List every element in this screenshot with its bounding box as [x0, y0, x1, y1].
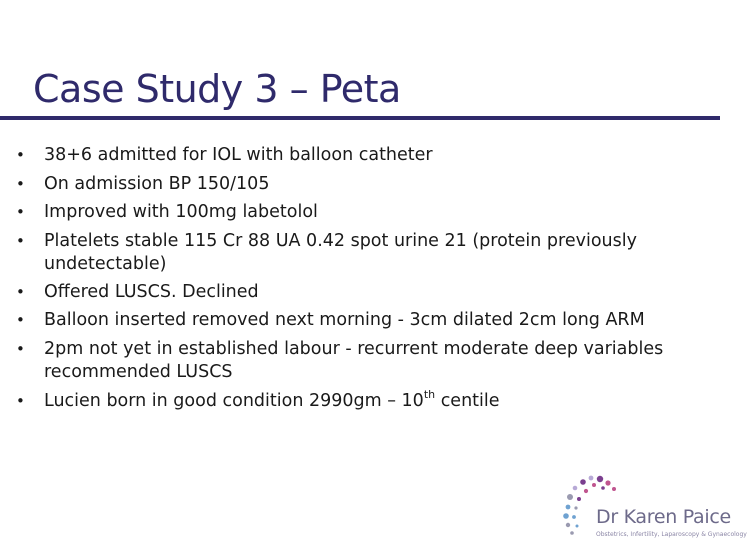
bullet-text-tail: centile [435, 390, 500, 411]
dr-karen-paice-logo [560, 470, 747, 540]
bullet-icon: • [16, 391, 25, 410]
logo-name: Dr Karen Paice [596, 506, 731, 528]
bullet-icon: • [16, 231, 25, 250]
bullet-text: 38+6 admitted for IOL with balloon catheter [44, 145, 433, 165]
bullet-icon: • [16, 146, 25, 164]
bullet-item [0, 201, 700, 225]
slide-title: Case Study 3 – Peta [33, 67, 401, 112]
bullet-text: Platelets stable 115 Cr 88 UA 0.42 spot urine 21 (protein previously undetectable) [44, 230, 637, 274]
bullet-item [0, 230, 700, 277]
bullet-text: Offered LUSCS. Declined [44, 281, 259, 302]
logo-tagline: Obstetrics, Infertility, Laparoscopy & Gynaecology [596, 531, 747, 538]
bullet-text: Improved with 100mg labetolol [44, 202, 318, 222]
bullet-list [0, 144, 700, 418]
bullet-item [0, 387, 700, 414]
bullet-icon: • [16, 282, 25, 301]
bullet-item [0, 281, 700, 305]
bullet-text: Lucien born in good condition 2990gm – 10 [44, 390, 424, 411]
bullet-item [0, 309, 700, 333]
bullet-item [0, 144, 700, 168]
bullet-item [0, 173, 700, 197]
bullet-text: 2pm not yet in established labour - recurrent moderate deep variables recommended LUSCS [44, 338, 664, 382]
logo-dots-icon [560, 470, 620, 540]
bullet-text: On admission BP 150/105 [44, 173, 270, 194]
bullet-text: Balloon inserted removed next morning - 3cm dilated 2cm long ARM [44, 310, 645, 330]
bullet-icon: • [16, 174, 25, 193]
bullet-icon: • [16, 311, 25, 329]
bullet-icon: • [16, 339, 25, 358]
bullet-superscript: th [423, 387, 436, 401]
bullet-icon: • [16, 203, 25, 221]
title-divider [0, 116, 720, 120]
bullet-item [0, 338, 700, 385]
